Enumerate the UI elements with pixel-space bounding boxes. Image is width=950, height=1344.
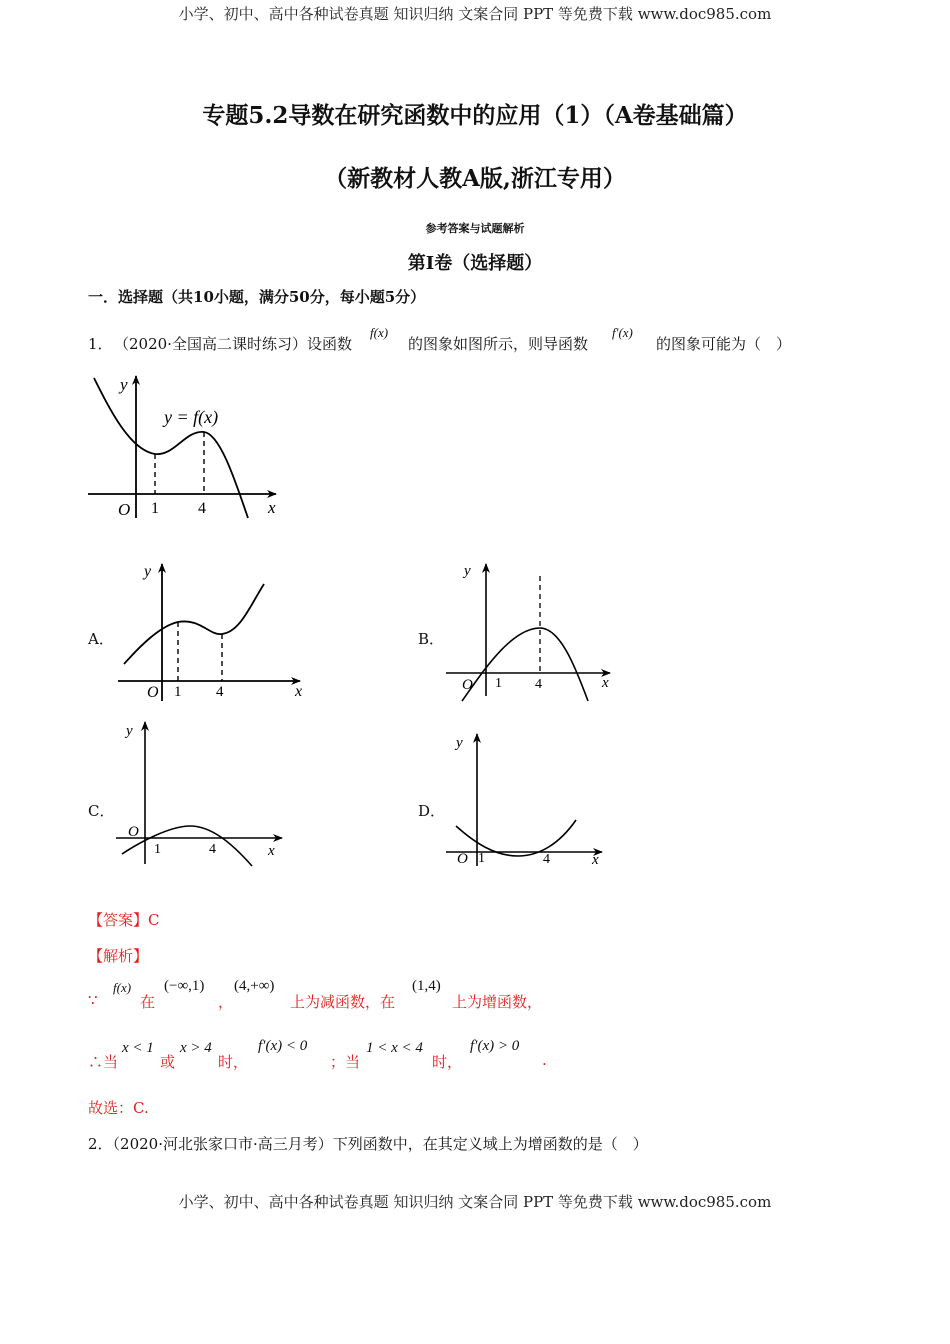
analysis-when-1: 时， (218, 1053, 249, 1071)
option-d-graph[interactable] (440, 728, 615, 873)
analysis-result-2: f′(x) > 0 (470, 1038, 520, 1054)
analysis-cond-3: 1 < x < 4 (366, 1040, 423, 1056)
main-func-label: y = f(x) (164, 407, 219, 427)
option-c-tick-1: 1 (154, 842, 161, 857)
question-1-fpx: f′(x) (612, 325, 633, 340)
analysis-semicolon: ；当 (330, 1053, 361, 1071)
option-d-origin: O (457, 851, 468, 867)
option-c-graph[interactable] (110, 716, 290, 871)
main-curve (94, 378, 248, 518)
analysis-fx: f(x) (113, 980, 132, 995)
analysis-dot: . (542, 1051, 547, 1069)
option-b-x-label: x (602, 675, 609, 691)
analysis-interval-3: (1,4) (412, 978, 441, 994)
analysis-therefore: ∴当 (88, 1053, 119, 1071)
option-d-x-label: x (592, 852, 599, 868)
option-a-tick-4: 4 (216, 684, 224, 700)
option-a-tick-1: 1 (174, 684, 182, 700)
option-d-curve (456, 820, 576, 856)
option-b-y-label: y (464, 563, 471, 579)
analysis-cond-2: x > 4 (180, 1040, 212, 1056)
option-d-tick-1: 1 (478, 851, 485, 866)
main-x-label: x (268, 498, 276, 517)
analysis-in: 在 (140, 993, 156, 1011)
option-c-x-label: x (268, 843, 275, 859)
option-a-curve (124, 584, 264, 664)
analysis-increasing: 上为增函数， (452, 993, 543, 1011)
analysis-interval-2: (4,+∞) (234, 978, 275, 994)
main-y-label: y (120, 375, 128, 394)
option-a-graph[interactable] (110, 556, 310, 706)
option-c-origin: O (128, 824, 139, 840)
option-b-graph[interactable] (440, 556, 620, 706)
title-line-1: 专题5.2导数在研究函数中的应用（1）（A卷基础篇） (202, 102, 748, 129)
option-a-label[interactable]: A． (88, 630, 114, 648)
analysis-label: 【解析】 (88, 947, 149, 965)
main-tick-4: 4 (198, 500, 206, 517)
option-d-label[interactable]: D． (418, 802, 446, 820)
option-c-curve (122, 826, 252, 866)
analysis-cond-1: x < 1 (122, 1040, 154, 1056)
analysis-choose: 故选：C. (88, 1099, 149, 1117)
page-header: 小学、初中、高中各种试卷真题 知识归纳 文案合同 PPT 等免费下载 www.doc985.com (178, 5, 772, 23)
volume-title: 第Ⅰ卷（选择题） (407, 253, 543, 274)
option-a-y-label: y (144, 563, 152, 580)
analysis-because: ∵ (88, 991, 98, 1009)
analysis-result-1: f′(x) < 0 (258, 1038, 308, 1054)
question-1-fx: f(x) (370, 325, 389, 340)
question-2-text: 2．（2020·河北张家口市·高三月考）下列函数中，在其定义域上为增函数的是（ ） (88, 1135, 648, 1153)
page-footer: 小学、初中、高中各种试卷真题 知识归纳 文案合同 PPT 等免费下载 www.doc985.com (178, 1193, 772, 1211)
title-line-2: （新教材人教A版,浙江专用） (324, 165, 626, 192)
option-b-origin: O (462, 677, 473, 693)
main-tick-1: 1 (151, 500, 159, 517)
question-1-number: 1． (88, 335, 113, 353)
option-a-x-label: x (295, 683, 303, 700)
question-1-end: 的图象可能为（ ） (656, 335, 792, 353)
analysis-interval-1: (−∞,1) (164, 978, 205, 994)
main-origin-label: O (118, 500, 131, 519)
section-heading: 一．选择题（共10小题，满分50分，每小题5分） (88, 288, 426, 306)
main-graph (80, 370, 290, 525)
option-b-tick-1: 1 (495, 676, 502, 691)
answer-label: 【答案】C (88, 911, 160, 929)
option-d-y-label: y (456, 735, 463, 751)
analysis-or: 或 (160, 1053, 176, 1071)
option-a-origin: O (147, 684, 159, 701)
option-b-curve (462, 628, 588, 701)
subtitle: 参考答案与试题解析 (425, 222, 525, 235)
option-b-label[interactable]: B． (418, 630, 445, 648)
option-d-tick-4: 4 (543, 852, 550, 867)
option-b-tick-4: 4 (535, 677, 542, 692)
option-c-tick-4: 4 (209, 842, 216, 857)
analysis-comma: ， (218, 993, 234, 1011)
option-c-y-label: y (126, 723, 133, 739)
question-1-mid: 的图象如图所示，则导函数 (408, 335, 589, 353)
analysis-when-2: 时， (432, 1053, 463, 1071)
analysis-decreasing: 上为减函数，在 (290, 993, 396, 1011)
option-c-label[interactable]: C． (88, 802, 115, 820)
question-1-source: （2020·全国高二课时练习）设函数 (114, 335, 352, 353)
